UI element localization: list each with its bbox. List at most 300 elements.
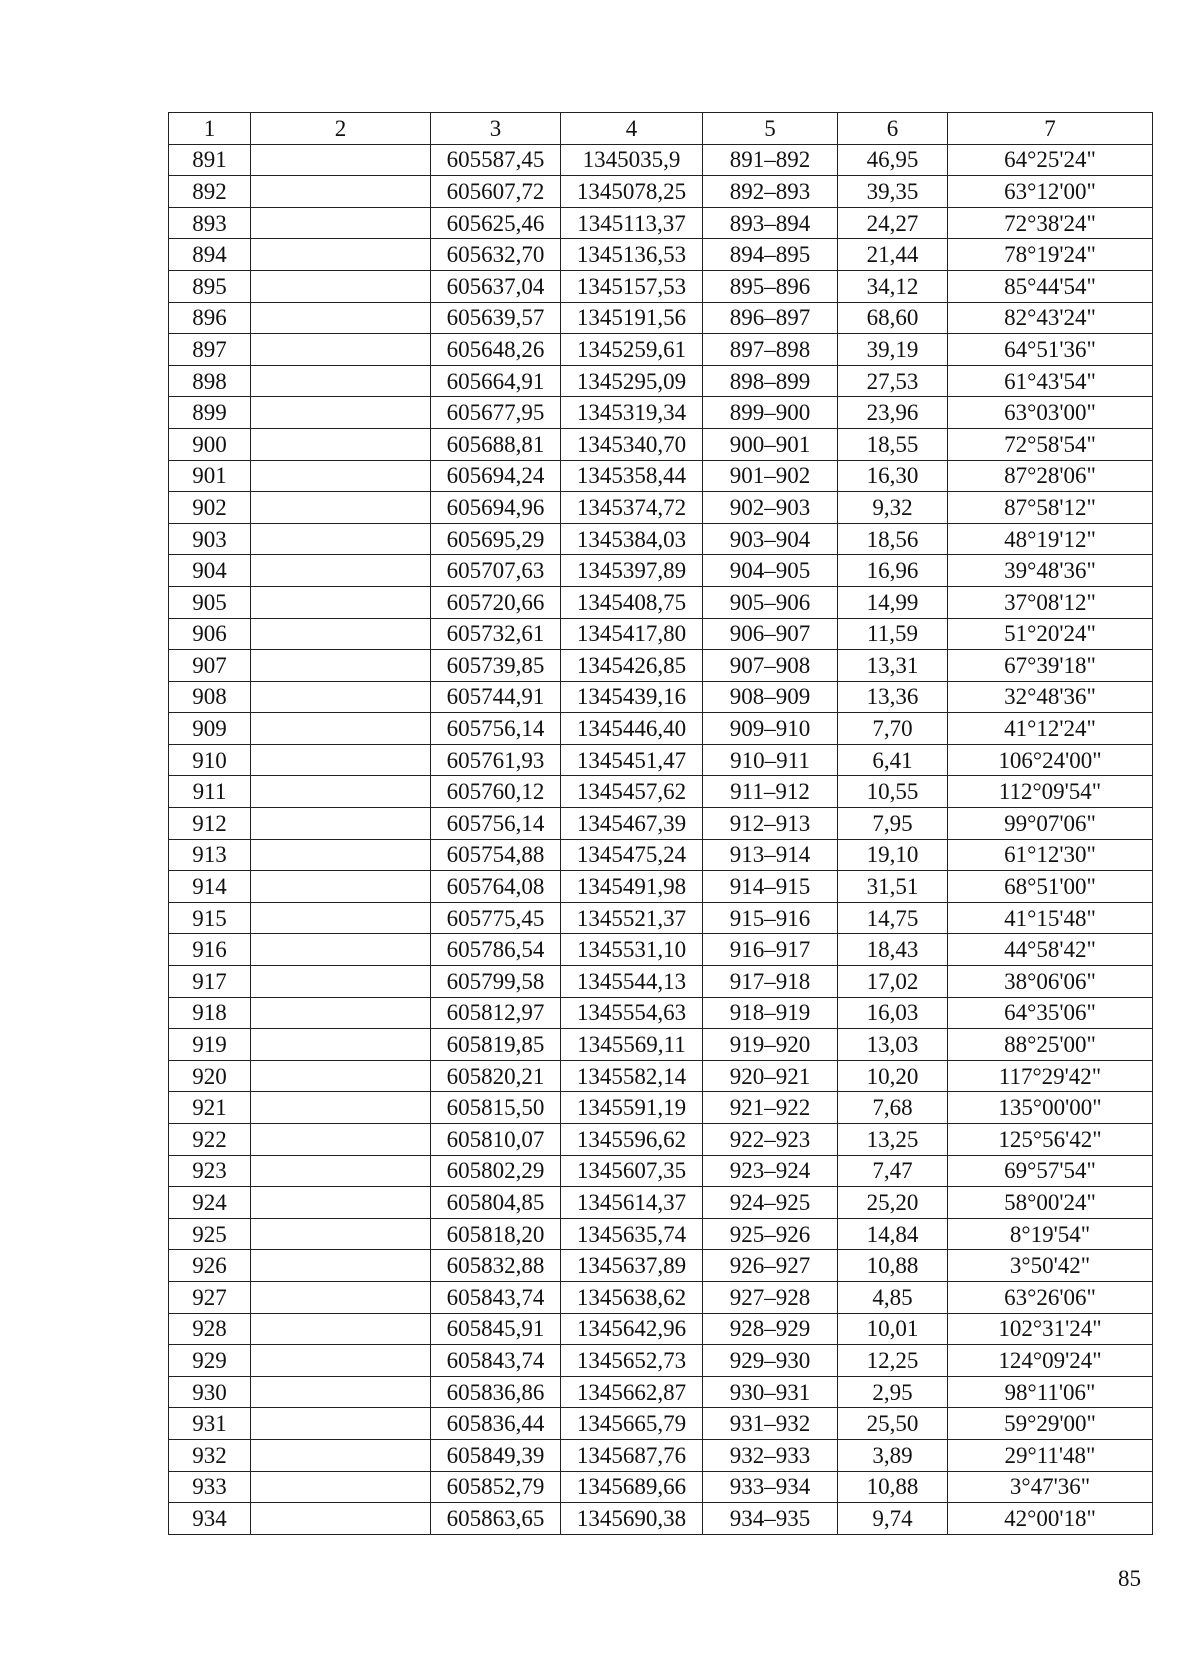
table-row [169,1124,1153,1156]
table-cell-col-7: 42°00'18" [948,1503,1153,1535]
table-cell-col-7: 48°19'12" [948,523,1153,555]
table-cell-col-5: 913–914 [703,839,838,871]
table-cell-col-5: 914–915 [703,871,838,903]
column-header-4: 4 [561,113,703,145]
table-cell-col-2 [251,808,431,840]
table-cell-col-7: 69°57'54" [948,1155,1153,1187]
table-cell-col-5: 900–901 [703,428,838,460]
table-row [169,555,1153,587]
table-cell-col-4: 1345665,79 [561,1408,703,1440]
table-cell-col-7: 3°47'36" [948,1471,1153,1503]
table-cell-col-3: 605677,95 [431,397,561,429]
table-cell-col-4: 1345635,74 [561,1218,703,1250]
table-cell-col-7: 106°24'00" [948,744,1153,776]
table-body [169,144,1153,1534]
table-cell-col-2 [251,1345,431,1377]
table-cell-col-6: 34,12 [838,270,948,302]
table-cell-col-3: 605756,14 [431,808,561,840]
table-row [169,776,1153,808]
table-cell-col-1: 916 [169,934,251,966]
table-row [169,1439,1153,1471]
table-cell-col-5: 925–926 [703,1218,838,1250]
table-cell-col-2 [251,523,431,555]
table-row [169,618,1153,650]
table-row [169,302,1153,334]
table-row [169,1155,1153,1187]
table-cell-col-4: 1345191,56 [561,302,703,334]
table-cell-col-3: 605799,58 [431,966,561,998]
table-cell-col-7: 82°43'24" [948,302,1153,334]
table-cell-col-4: 1345475,24 [561,839,703,871]
table-cell-col-6: 68,60 [838,302,948,334]
table-cell-col-3: 605707,63 [431,555,561,587]
table-cell-col-2 [251,1376,431,1408]
table-cell-col-7: 87°28'06" [948,460,1153,492]
table-cell-col-5: 911–912 [703,776,838,808]
table-cell-col-5: 930–931 [703,1376,838,1408]
table-row [169,523,1153,555]
table-cell-col-4: 1345384,03 [561,523,703,555]
table-cell-col-1: 920 [169,1060,251,1092]
table-cell-col-3: 605845,91 [431,1313,561,1345]
table-cell-col-1: 901 [169,460,251,492]
table-cell-col-6: 21,44 [838,239,948,271]
table-cell-col-1: 894 [169,239,251,271]
table-cell-col-3: 605739,85 [431,650,561,682]
table-cell-col-2 [251,334,431,366]
table-cell-col-2 [251,681,431,713]
table-cell-col-6: 3,89 [838,1439,948,1471]
table-cell-col-5: 934–935 [703,1503,838,1535]
table-cell-col-2 [251,1250,431,1282]
table-cell-col-1: 926 [169,1250,251,1282]
table-cell-col-5: 927–928 [703,1281,838,1313]
table-cell-col-5: 926–927 [703,1250,838,1282]
table-cell-col-4: 1345340,70 [561,428,703,460]
table-cell-col-6: 16,96 [838,555,948,587]
table-cell-col-2 [251,871,431,903]
table-cell-col-4: 1345439,16 [561,681,703,713]
table-header [169,113,1153,145]
table-cell-col-2 [251,1408,431,1440]
table-cell-col-6: 19,10 [838,839,948,871]
column-header-5: 5 [703,113,838,145]
table-cell-col-1: 911 [169,776,251,808]
table-cell-col-6: 39,35 [838,176,948,208]
table-cell-col-3: 605764,08 [431,871,561,903]
table-cell-col-3: 605786,54 [431,934,561,966]
table-cell-col-5: 897–898 [703,334,838,366]
table-cell-col-2 [251,428,431,460]
table-cell-col-5: 918–919 [703,997,838,1029]
table-cell-col-6: 25,50 [838,1408,948,1440]
table-cell-col-2 [251,1029,431,1061]
table-cell-col-3: 605852,79 [431,1471,561,1503]
table-cell-col-4: 1345544,13 [561,966,703,998]
table-cell-col-5: 933–934 [703,1471,838,1503]
table-cell-col-3: 605607,72 [431,176,561,208]
table-cell-col-7: 135°00'00" [948,1092,1153,1124]
column-header-2: 2 [251,113,431,145]
table-cell-col-7: 63°12'00" [948,176,1153,208]
table-cell-col-6: 12,25 [838,1345,948,1377]
table-row [169,1408,1153,1440]
table-cell-col-4: 1345642,96 [561,1313,703,1345]
table-cell-col-5: 892–893 [703,176,838,208]
table-cell-col-6: 17,02 [838,966,948,998]
table-cell-col-1: 931 [169,1408,251,1440]
table-cell-col-1: 897 [169,334,251,366]
table-cell-col-6: 23,96 [838,397,948,429]
table-cell-col-2 [251,207,431,239]
table-cell-col-7: 41°15'48" [948,902,1153,934]
table-row [169,1313,1153,1345]
table-cell-col-3: 605812,97 [431,997,561,1029]
table-cell-col-7: 99°07'06" [948,808,1153,840]
table-row [169,239,1153,271]
table-cell-col-3: 605843,74 [431,1281,561,1313]
table-cell-col-5: 931–932 [703,1408,838,1440]
table-cell-col-6: 13,31 [838,650,948,682]
table-cell-col-1: 896 [169,302,251,334]
table-cell-col-7: 63°03'00" [948,397,1153,429]
table-cell-col-2 [251,966,431,998]
table-cell-col-1: 915 [169,902,251,934]
table-cell-col-6: 7,47 [838,1155,948,1187]
table-cell-col-7: 38°06'06" [948,966,1153,998]
table-cell-col-3: 605720,66 [431,586,561,618]
table-cell-col-3: 605664,91 [431,365,561,397]
table-cell-col-4: 1345662,87 [561,1376,703,1408]
table-cell-col-3: 605863,65 [431,1503,561,1535]
table-row [169,871,1153,903]
table-cell-col-6: 6,41 [838,744,948,776]
table-row [169,460,1153,492]
table-cell-col-1: 921 [169,1092,251,1124]
table-cell-col-1: 933 [169,1471,251,1503]
table-cell-col-2 [251,1060,431,1092]
column-header-7: 7 [948,113,1153,145]
table-cell-col-4: 1345582,14 [561,1060,703,1092]
table-row [169,1250,1153,1282]
table-cell-col-7: 32°48'36" [948,681,1153,713]
table-cell-col-3: 605754,88 [431,839,561,871]
table-cell-col-2 [251,934,431,966]
table-cell-col-5: 912–913 [703,808,838,840]
table-cell-col-1: 909 [169,713,251,745]
table-cell-col-2 [251,744,431,776]
table-cell-col-7: 125°56'42" [948,1124,1153,1156]
table-cell-col-1: 917 [169,966,251,998]
table-cell-col-3: 605818,20 [431,1218,561,1250]
table-cell-col-5: 924–925 [703,1187,838,1219]
table-cell-col-7: 72°58'54" [948,428,1153,460]
table-cell-col-3: 605744,91 [431,681,561,713]
table-cell-col-5: 921–922 [703,1092,838,1124]
table-cell-col-5: 922–923 [703,1124,838,1156]
table-cell-col-1: 918 [169,997,251,1029]
table-cell-col-3: 605587,45 [431,144,561,176]
table-row [169,334,1153,366]
table-cell-col-6: 10,88 [838,1250,948,1282]
table-cell-col-1: 913 [169,839,251,871]
table-cell-col-3: 605802,29 [431,1155,561,1187]
table-cell-col-1: 902 [169,492,251,524]
table-cell-col-5: 904–905 [703,555,838,587]
table-cell-col-7: 68°51'00" [948,871,1153,903]
table-cell-col-2 [251,1439,431,1471]
table-cell-col-3: 605648,26 [431,334,561,366]
table-cell-col-3: 605639,57 [431,302,561,334]
table-cell-col-5: 915–916 [703,902,838,934]
table-cell-col-1: 893 [169,207,251,239]
table-cell-col-7: 87°58'12" [948,492,1153,524]
table-cell-col-4: 1345638,62 [561,1281,703,1313]
table-cell-col-2 [251,839,431,871]
table-row [169,207,1153,239]
table-cell-col-5: 903–904 [703,523,838,555]
table-cell-col-4: 1345652,73 [561,1345,703,1377]
table-cell-col-6: 31,51 [838,871,948,903]
table-cell-col-6: 4,85 [838,1281,948,1313]
column-header-6: 6 [838,113,948,145]
table-cell-col-5: 898–899 [703,365,838,397]
coordinates-table [168,112,1153,1535]
table-cell-col-4: 1345417,80 [561,618,703,650]
table-cell-col-1: 906 [169,618,251,650]
table-cell-col-2 [251,365,431,397]
table-cell-col-3: 605849,39 [431,1439,561,1471]
table-cell-col-4: 1345689,66 [561,1471,703,1503]
table-cell-col-1: 924 [169,1187,251,1219]
table-cell-col-1: 925 [169,1218,251,1250]
table-cell-col-6: 13,36 [838,681,948,713]
table-cell-col-7: 124°09'24" [948,1345,1153,1377]
table-cell-col-2 [251,1124,431,1156]
table-cell-col-5: 891–892 [703,144,838,176]
table-cell-col-3: 605625,46 [431,207,561,239]
table-cell-col-6: 16,30 [838,460,948,492]
table-cell-col-7: 85°44'54" [948,270,1153,302]
table-cell-col-1: 932 [169,1439,251,1471]
table-cell-col-1: 892 [169,176,251,208]
table-cell-col-4: 1345690,38 [561,1503,703,1535]
table-cell-col-2 [251,1092,431,1124]
table-cell-col-7: 88°25'00" [948,1029,1153,1061]
table-cell-col-7: 3°50'42" [948,1250,1153,1282]
table-cell-col-7: 44°58'42" [948,934,1153,966]
table-cell-col-5: 895–896 [703,270,838,302]
table-cell-col-1: 908 [169,681,251,713]
table-cell-col-6: 46,95 [838,144,948,176]
table-cell-col-4: 1345467,39 [561,808,703,840]
table-cell-col-7: 78°19'24" [948,239,1153,271]
table-cell-col-6: 14,75 [838,902,948,934]
table-cell-col-7: 67°39'18" [948,650,1153,682]
table-cell-col-7: 58°00'24" [948,1187,1153,1219]
table-cell-col-2 [251,650,431,682]
table-cell-col-7: 102°31'24" [948,1313,1153,1345]
table-cell-col-6: 18,43 [838,934,948,966]
table-cell-col-4: 1345078,25 [561,176,703,208]
table-cell-col-5: 929–930 [703,1345,838,1377]
table-row [169,1503,1153,1535]
table-cell-col-3: 605804,85 [431,1187,561,1219]
table-cell-col-6: 10,55 [838,776,948,808]
table-cell-col-6: 27,53 [838,365,948,397]
table-cell-col-5: 901–902 [703,460,838,492]
table-cell-col-7: 63°26'06" [948,1281,1153,1313]
table-cell-col-5: 910–911 [703,744,838,776]
table-cell-col-1: 928 [169,1313,251,1345]
table-cell-col-5: 906–907 [703,618,838,650]
table-cell-col-4: 1345451,47 [561,744,703,776]
table-cell-col-4: 1345426,85 [561,650,703,682]
table-cell-col-5: 923–924 [703,1155,838,1187]
table-row [169,365,1153,397]
table-cell-col-1: 922 [169,1124,251,1156]
table-row [169,681,1153,713]
table-cell-col-3: 605836,86 [431,1376,561,1408]
table-cell-col-2 [251,776,431,808]
table-cell-col-5: 908–909 [703,681,838,713]
table-cell-col-1: 900 [169,428,251,460]
table-cell-col-4: 1345614,37 [561,1187,703,1219]
table-cell-col-5: 893–894 [703,207,838,239]
table-cell-col-6: 9,74 [838,1503,948,1535]
table-row [169,492,1153,524]
table-cell-col-6: 25,20 [838,1187,948,1219]
table-cell-col-3: 605820,21 [431,1060,561,1092]
table-row [169,650,1153,682]
table-cell-col-4: 1345374,72 [561,492,703,524]
table-cell-col-4: 1345491,98 [561,871,703,903]
table-row [169,397,1153,429]
table-cell-col-1: 905 [169,586,251,618]
table-cell-col-2 [251,1471,431,1503]
table-cell-col-7: 98°11'06" [948,1376,1153,1408]
table-cell-col-6: 7,68 [838,1092,948,1124]
table-cell-col-4: 1345687,76 [561,1439,703,1471]
table-cell-col-7: 29°11'48" [948,1439,1153,1471]
table-cell-col-7: 72°38'24" [948,207,1153,239]
table-cell-col-3: 605761,93 [431,744,561,776]
table-row [169,713,1153,745]
table-cell-col-4: 1345591,19 [561,1092,703,1124]
table-cell-col-1: 899 [169,397,251,429]
table-cell-col-1: 891 [169,144,251,176]
table-cell-col-1: 934 [169,1503,251,1535]
table-cell-col-6: 14,84 [838,1218,948,1250]
table-cell-col-3: 605832,88 [431,1250,561,1282]
table-cell-col-3: 605843,74 [431,1345,561,1377]
table-cell-col-2 [251,144,431,176]
table-cell-col-7: 112°09'54" [948,776,1153,808]
table-cell-col-7: 61°12'30" [948,839,1153,871]
table-cell-col-1: 907 [169,650,251,682]
table-cell-col-6: 9,32 [838,492,948,524]
table-cell-col-3: 605695,29 [431,523,561,555]
table-cell-col-6: 11,59 [838,618,948,650]
page-number: 85 [1118,1566,1141,1591]
table-row [169,1376,1153,1408]
table-cell-col-4: 1345607,35 [561,1155,703,1187]
table-cell-col-4: 1345397,89 [561,555,703,587]
table-row [169,1060,1153,1092]
table-cell-col-6: 13,25 [838,1124,948,1156]
table-cell-col-1: 914 [169,871,251,903]
table-cell-col-2 [251,460,431,492]
table-cell-col-6: 10,20 [838,1060,948,1092]
table-cell-col-5: 899–900 [703,397,838,429]
table-cell-col-2 [251,902,431,934]
table-cell-col-2 [251,1155,431,1187]
table-cell-col-2 [251,176,431,208]
table-row [169,428,1153,460]
table-cell-col-4: 1345295,09 [561,365,703,397]
table-cell-col-4: 1345358,44 [561,460,703,492]
table-row [169,1281,1153,1313]
table-cell-col-1: 903 [169,523,251,555]
table-cell-col-4: 1345531,10 [561,934,703,966]
table-cell-col-2 [251,586,431,618]
table-cell-col-6: 24,27 [838,207,948,239]
table-cell-col-4: 1345554,63 [561,997,703,1029]
table-cell-col-7: 64°51'36" [948,334,1153,366]
table-cell-col-2 [251,492,431,524]
column-header-1: 1 [169,113,251,145]
table-cell-col-6: 18,55 [838,428,948,460]
table-cell-col-7: 51°20'24" [948,618,1153,650]
table-cell-col-5: 919–920 [703,1029,838,1061]
table-row [169,586,1153,618]
table-cell-col-2 [251,713,431,745]
table-cell-col-4: 1345446,40 [561,713,703,745]
table-cell-col-5: 896–897 [703,302,838,334]
table-cell-col-3: 605819,85 [431,1029,561,1061]
table-cell-col-5: 920–921 [703,1060,838,1092]
table-cell-col-4: 1345113,37 [561,207,703,239]
table-cell-col-3: 605775,45 [431,902,561,934]
table-cell-col-2 [251,555,431,587]
table-row [169,1029,1153,1061]
table-cell-col-2 [251,1187,431,1219]
table-cell-col-4: 1345157,53 [561,270,703,302]
table-row [169,1345,1153,1377]
table-cell-col-3: 605694,24 [431,460,561,492]
table-row [169,839,1153,871]
table-cell-col-7: 41°12'24" [948,713,1153,745]
table-cell-col-4: 1345035,9 [561,144,703,176]
table-cell-col-7: 37°08'12" [948,586,1153,618]
table-cell-col-4: 1345569,11 [561,1029,703,1061]
table-cell-col-5: 905–906 [703,586,838,618]
table-cell-col-7: 64°25'24" [948,144,1153,176]
table-cell-col-1: 930 [169,1376,251,1408]
table-row [169,808,1153,840]
table-cell-col-4: 1345408,75 [561,586,703,618]
table-cell-col-2 [251,1218,431,1250]
table-cell-col-6: 39,19 [838,334,948,366]
table-cell-col-7: 64°35'06" [948,997,1153,1029]
table-cell-col-1: 923 [169,1155,251,1187]
table-row [169,934,1153,966]
table-cell-col-2 [251,1281,431,1313]
table-cell-col-2 [251,302,431,334]
table-row [169,902,1153,934]
table-cell-col-6: 16,03 [838,997,948,1029]
table-cell-col-6: 13,03 [838,1029,948,1061]
